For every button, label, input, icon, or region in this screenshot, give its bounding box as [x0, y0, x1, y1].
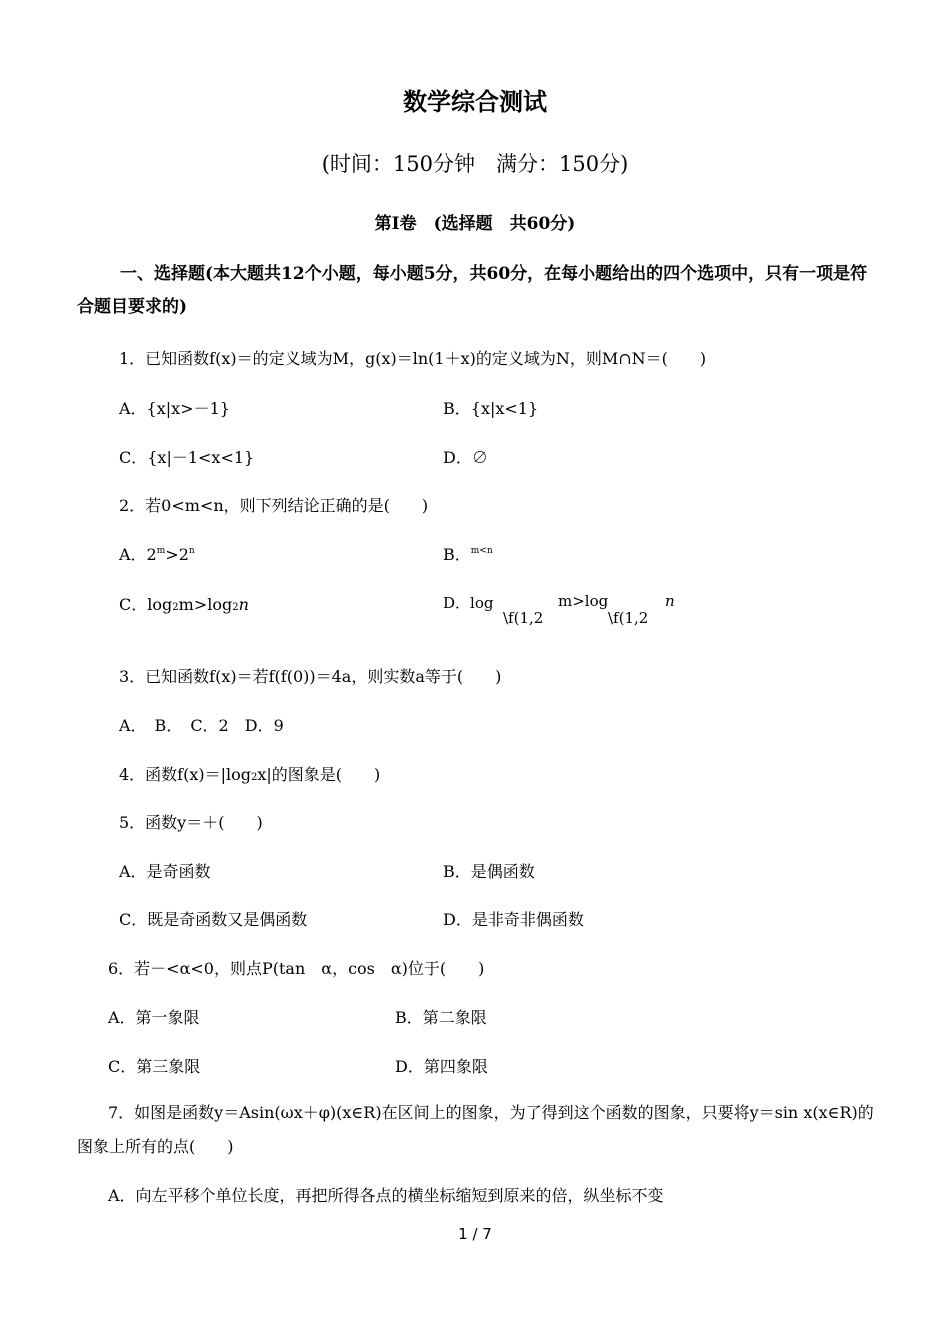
option-d-n: n: [665, 592, 675, 610]
option-a-exponent-m: m: [156, 546, 166, 556]
question-2-stem: 2．若0<m<n，则下列结论正确的是( ): [119, 496, 429, 515]
question-4-stem-pre: 4．函数f(x)＝|log: [119, 765, 251, 784]
option-c-n: n: [238, 595, 249, 614]
question-2-option-b: [443, 542, 493, 565]
question-6-stem: 6．若－<α<0，则点P(tan α，cos α)位于( ): [108, 959, 485, 978]
option-a-base: A．2: [119, 545, 157, 564]
option-d-base1: \f(1,2: [503, 609, 544, 627]
question-4-stem-post: x|的图象是( ): [257, 765, 381, 784]
question-5-option-a: A．是奇函数: [119, 862, 211, 881]
section-heading: 一、选择题(本大题共12个小题，每小题5分，共60分，在每小题给出的四个选项中，只有一项是符合题目要求的): [77, 264, 868, 317]
question-3-options: A． B． C．2 D．9: [119, 716, 284, 735]
question-7-option-a: A．向左平移个单位长度，再把所得各点的横坐标缩短到原来的倍，纵坐标不变: [108, 1186, 664, 1205]
part-heading: 第Ⅰ卷 (选择题 共60分): [374, 214, 576, 234]
question-2-option-c: [119, 592, 249, 615]
option-c-log1: C．log: [119, 595, 173, 614]
question-5-option-d: D．是非奇非偶函数: [443, 910, 584, 929]
option-d-base2: \f(1,2: [608, 609, 649, 627]
question-1-option-c: C．{x|－1<x<1}: [119, 448, 255, 467]
question-5-option-c: C．既是奇函数又是偶函数: [119, 910, 308, 929]
option-a-mid: >2: [165, 545, 189, 564]
question-5-stem: 5．函数y＝＋( ): [119, 813, 263, 832]
option-c-base2: 2: [232, 602, 239, 613]
question-6-option-a: A．第一象限: [108, 1008, 200, 1027]
option-c-mid: m>log: [178, 595, 233, 614]
option-b-exponent: m<n: [470, 546, 493, 556]
option-a-exponent-n: n: [188, 546, 195, 556]
page-title: 数学综合测试: [403, 88, 547, 116]
question-5-option-b: B．是偶函数: [443, 862, 535, 881]
question-7-stem: 7．如图是函数y＝Asin(ωx＋φ)(x∈R)在区间上的图象，为了得到这个函数的图象，只要将y＝sin x(x∈R)的图象上所有的点( ): [77, 1103, 874, 1156]
question-4-log-base: 2: [251, 772, 258, 783]
option-d-log1: D．log: [443, 594, 494, 612]
question-1-option-d: D．∅: [443, 448, 488, 467]
exam-info: (时间：150分钟 满分：150分): [321, 152, 629, 176]
question-1-option-a: A．{x|x>－1}: [119, 399, 230, 418]
question-6-option-d: D．第四象限: [395, 1057, 488, 1076]
option-c-base1: 2: [172, 602, 179, 613]
page-number: 1 / 7: [458, 1225, 492, 1243]
question-6-option-c: C．第三象限: [108, 1057, 201, 1076]
option-d-mid: m>log: [558, 592, 609, 610]
question-3-stem: 3．已知函数f(x)＝若f(f(0))＝4a，则实数a等于( ): [119, 667, 502, 686]
question-2-option-a: [119, 542, 195, 565]
question-6-option-b: B．第二象限: [395, 1008, 487, 1027]
option-b-label: B．: [443, 545, 471, 564]
question-2-option-d: [443, 592, 703, 632]
question-1-option-b: B．{x|x<1}: [443, 399, 539, 418]
question-1-stem: 1．已知函数f(x)＝的定义域为M，g(x)＝ln(1＋x)的定义域为N，则M∩N＝( ): [119, 349, 707, 368]
question-4-stem: [119, 762, 380, 785]
